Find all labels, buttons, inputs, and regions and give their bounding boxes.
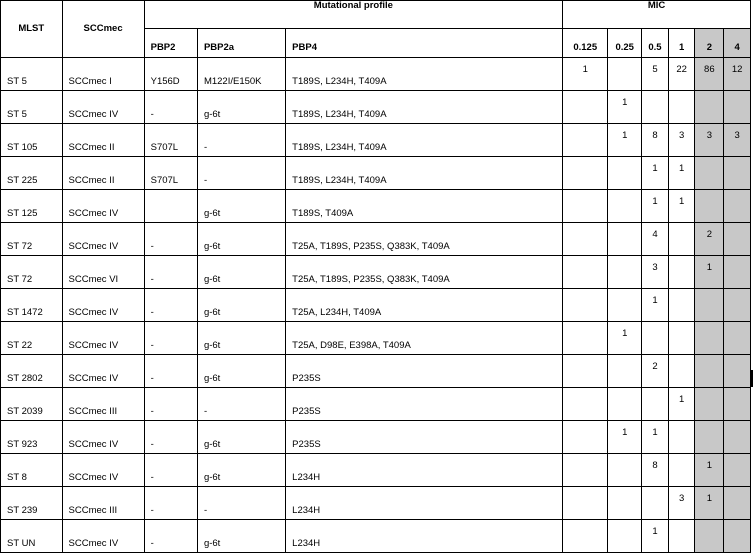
cell-mlst: ST 5 [1, 58, 63, 91]
table-row [1, 322, 751, 355]
cell-mic [695, 157, 724, 190]
cell-sccmec: SCCmec III [62, 388, 144, 421]
header-mutational-profile: Mutational profile [144, 1, 563, 29]
cell-mic [695, 388, 724, 421]
cell-pbp2a: M122I/E150K [197, 58, 285, 91]
cell-mic [608, 58, 642, 91]
table-row [1, 355, 751, 388]
cell-mic: 1 [695, 454, 724, 487]
cell-mic [724, 256, 751, 289]
cell-mic [724, 355, 751, 388]
cell-sccmec: SCCmec IV [62, 190, 144, 223]
cell-mic [642, 388, 669, 421]
cell-sccmec: SCCmec II [62, 124, 144, 157]
cell-pbp2: - [144, 322, 197, 355]
cell-pbp4: L234H [286, 454, 563, 487]
cell-mic [724, 487, 751, 520]
cell-pbp2: - [144, 487, 197, 520]
cell-pbp2a: - [197, 124, 285, 157]
cell-pbp4: T25A, D98E, E398A, T409A [286, 322, 563, 355]
cell-mic [608, 190, 642, 223]
cell-mic: 3 [724, 124, 751, 157]
cell-pbp2: - [144, 454, 197, 487]
cell-mic [563, 190, 608, 223]
cell-pbp2: - [144, 256, 197, 289]
cell-mic [608, 520, 642, 553]
header-mic-col: 0.25 [608, 29, 642, 58]
cell-mic [608, 256, 642, 289]
header-mic: MIC [563, 1, 751, 29]
cell-mic: 1 [695, 256, 724, 289]
header-mlst: MLST [1, 1, 63, 58]
cell-pbp2a: - [197, 487, 285, 520]
cell-sccmec: SCCmec IV [62, 91, 144, 124]
cell-mic [563, 487, 608, 520]
cell-mic [668, 91, 695, 124]
cell-pbp2a: g-6t [197, 223, 285, 256]
cell-pbp2a: - [197, 157, 285, 190]
cell-mic [724, 91, 751, 124]
cell-mic [695, 322, 724, 355]
cell-pbp2a: - [197, 388, 285, 421]
cell-mic [724, 388, 751, 421]
header-mic-col: 4 [724, 29, 751, 58]
cell-sccmec: SCCmec IV [62, 322, 144, 355]
cell-mic: 1 [642, 289, 669, 322]
cell-pbp2a: g-6t [197, 91, 285, 124]
cell-mic [563, 421, 608, 454]
cell-mic [724, 520, 751, 553]
cell-pbp4: P235S [286, 355, 563, 388]
cell-mic: 86 [695, 58, 724, 91]
cell-pbp4: T189S, T409A [286, 190, 563, 223]
cell-mlst: ST 72 [1, 256, 63, 289]
cell-pbp2: Y156D [144, 58, 197, 91]
table-row [1, 454, 751, 487]
cell-pbp4: L234H [286, 520, 563, 553]
cell-mic: 1 [668, 190, 695, 223]
cell-pbp4: T189S, L234H, T409A [286, 157, 563, 190]
cell-pbp2: - [144, 223, 197, 256]
cell-mic [608, 454, 642, 487]
header-mic-col: 2 [695, 29, 724, 58]
cell-mic: 3 [695, 124, 724, 157]
cell-mic [642, 91, 669, 124]
cell-mlst: ST 8 [1, 454, 63, 487]
cell-mic [724, 157, 751, 190]
cell-pbp4: T189S, L234H, T409A [286, 58, 563, 91]
table-body [1, 58, 751, 553]
cell-sccmec: SCCmec I [62, 58, 144, 91]
cell-sccmec: SCCmec IV [62, 289, 144, 322]
cell-pbp2: - [144, 421, 197, 454]
cell-mic [724, 223, 751, 256]
cell-mic [563, 388, 608, 421]
cell-pbp2: - [144, 91, 197, 124]
cell-pbp2: - [144, 520, 197, 553]
cell-sccmec: SCCmec IV [62, 520, 144, 553]
cell-mlst: ST 2039 [1, 388, 63, 421]
cell-pbp4: T25A, T189S, P235S, Q383K, T409A [286, 256, 563, 289]
cell-pbp2a: g-6t [197, 289, 285, 322]
cell-mic: 1 [608, 421, 642, 454]
cell-mic [668, 256, 695, 289]
cell-mic [724, 190, 751, 223]
cell-mlst: ST 239 [1, 487, 63, 520]
table-row [1, 487, 751, 520]
cell-mic: 1 [642, 157, 669, 190]
cell-pbp4: T189S, L234H, T409A [286, 124, 563, 157]
cell-pbp2a: g-6t [197, 454, 285, 487]
cell-mic: 1 [642, 520, 669, 553]
cell-pbp2 [144, 190, 197, 223]
cell-mic: 3 [668, 124, 695, 157]
cell-mic [563, 256, 608, 289]
table-row [1, 256, 751, 289]
cell-mic [608, 388, 642, 421]
cell-pbp4: T25A, L234H, T409A [286, 289, 563, 322]
cell-mic [563, 322, 608, 355]
cell-mic [695, 421, 724, 454]
cell-mic: 3 [642, 256, 669, 289]
edge-marker [751, 370, 753, 387]
cell-pbp2: S707L [144, 124, 197, 157]
header-mic-col: 0.5 [642, 29, 669, 58]
cell-mic: 8 [642, 454, 669, 487]
header-mic-col: 0.125 [563, 29, 608, 58]
cell-mic: 22 [668, 58, 695, 91]
cell-mic [563, 223, 608, 256]
cell-mic [668, 289, 695, 322]
cell-mic [668, 454, 695, 487]
cell-mic: 3 [668, 487, 695, 520]
header-pbp2a: PBP2a [197, 29, 285, 58]
header-row-top [1, 1, 751, 29]
cell-mic [695, 520, 724, 553]
cell-mic: 1 [642, 190, 669, 223]
cell-sccmec: SCCmec II [62, 157, 144, 190]
cell-pbp2: - [144, 289, 197, 322]
cell-mic [668, 355, 695, 388]
cell-mlst: ST 923 [1, 421, 63, 454]
table-row [1, 520, 751, 553]
cell-sccmec: SCCmec IV [62, 355, 144, 388]
table-row [1, 124, 751, 157]
header-sccmec: SCCmec [62, 1, 144, 58]
header-pbp4: PBP4 [286, 29, 563, 58]
cell-mic [695, 91, 724, 124]
cell-pbp2a: g-6t [197, 322, 285, 355]
cell-pbp2a: g-6t [197, 190, 285, 223]
cell-mic: 1 [642, 421, 669, 454]
cell-mic [563, 355, 608, 388]
cell-pbp4: L234H [286, 487, 563, 520]
cell-pbp2a: g-6t [197, 355, 285, 388]
cell-mic: 1 [563, 58, 608, 91]
cell-mlst: ST 72 [1, 223, 63, 256]
cell-mic: 1 [695, 487, 724, 520]
table-row [1, 58, 751, 91]
cell-pbp2: - [144, 355, 197, 388]
cell-mic [695, 289, 724, 322]
cell-mic [563, 454, 608, 487]
cell-mic [563, 157, 608, 190]
cell-sccmec: SCCmec VI [62, 256, 144, 289]
cell-mic: 1 [668, 388, 695, 421]
table-row [1, 190, 751, 223]
cell-mic [724, 322, 751, 355]
cell-mic: 1 [608, 124, 642, 157]
cell-mic: 4 [642, 223, 669, 256]
cell-mic [608, 487, 642, 520]
cell-mic: 2 [695, 223, 724, 256]
cell-mlst: ST 22 [1, 322, 63, 355]
cell-mic [695, 355, 724, 388]
cell-sccmec: SCCmec III [62, 487, 144, 520]
cell-mic: 1 [608, 91, 642, 124]
table-row [1, 223, 751, 256]
cell-mic [608, 157, 642, 190]
cell-mic [608, 289, 642, 322]
cell-mic: 1 [668, 157, 695, 190]
cell-mlst: ST UN [1, 520, 63, 553]
cell-mic [608, 355, 642, 388]
cell-mic [563, 91, 608, 124]
cell-pbp2a: g-6t [197, 256, 285, 289]
cell-mlst: ST 1472 [1, 289, 63, 322]
cell-mic: 1 [608, 322, 642, 355]
cell-pbp2a: g-6t [197, 520, 285, 553]
cell-mlst: ST 105 [1, 124, 63, 157]
cell-mic: 5 [642, 58, 669, 91]
cell-mic [668, 421, 695, 454]
cell-mic [563, 124, 608, 157]
cell-mic [608, 223, 642, 256]
cell-mic: 2 [642, 355, 669, 388]
cell-pbp4: T25A, T189S, P235S, Q383K, T409A [286, 223, 563, 256]
cell-mlst: ST 5 [1, 91, 63, 124]
cell-pbp4: T189S, L234H, T409A [286, 91, 563, 124]
cell-sccmec: SCCmec IV [62, 223, 144, 256]
table-row [1, 421, 751, 454]
header-mic-col: 1 [668, 29, 695, 58]
cell-pbp4: P235S [286, 388, 563, 421]
cell-mic [642, 322, 669, 355]
cell-pbp2: - [144, 388, 197, 421]
table-row [1, 289, 751, 322]
cell-mic [695, 190, 724, 223]
cell-sccmec: SCCmec IV [62, 421, 144, 454]
cell-pbp4: P235S [286, 421, 563, 454]
cell-sccmec: SCCmec IV [62, 454, 144, 487]
cell-mic [724, 289, 751, 322]
cell-pbp2a: g-6t [197, 421, 285, 454]
cell-mic [668, 520, 695, 553]
cell-pbp2: S707L [144, 157, 197, 190]
cell-mlst: ST 2802 [1, 355, 63, 388]
cell-mlst: ST 225 [1, 157, 63, 190]
cell-mic [668, 223, 695, 256]
table-row [1, 157, 751, 190]
cell-mic: 8 [642, 124, 669, 157]
table-row [1, 91, 751, 124]
cell-mic [563, 520, 608, 553]
header-pbp2: PBP2 [144, 29, 197, 58]
table-row [1, 388, 751, 421]
cell-mic [563, 289, 608, 322]
cell-mic [668, 322, 695, 355]
cell-mlst: ST 125 [1, 190, 63, 223]
cell-mic: 12 [724, 58, 751, 91]
cell-mic [724, 454, 751, 487]
cell-mic [724, 421, 751, 454]
cell-mic [642, 487, 669, 520]
